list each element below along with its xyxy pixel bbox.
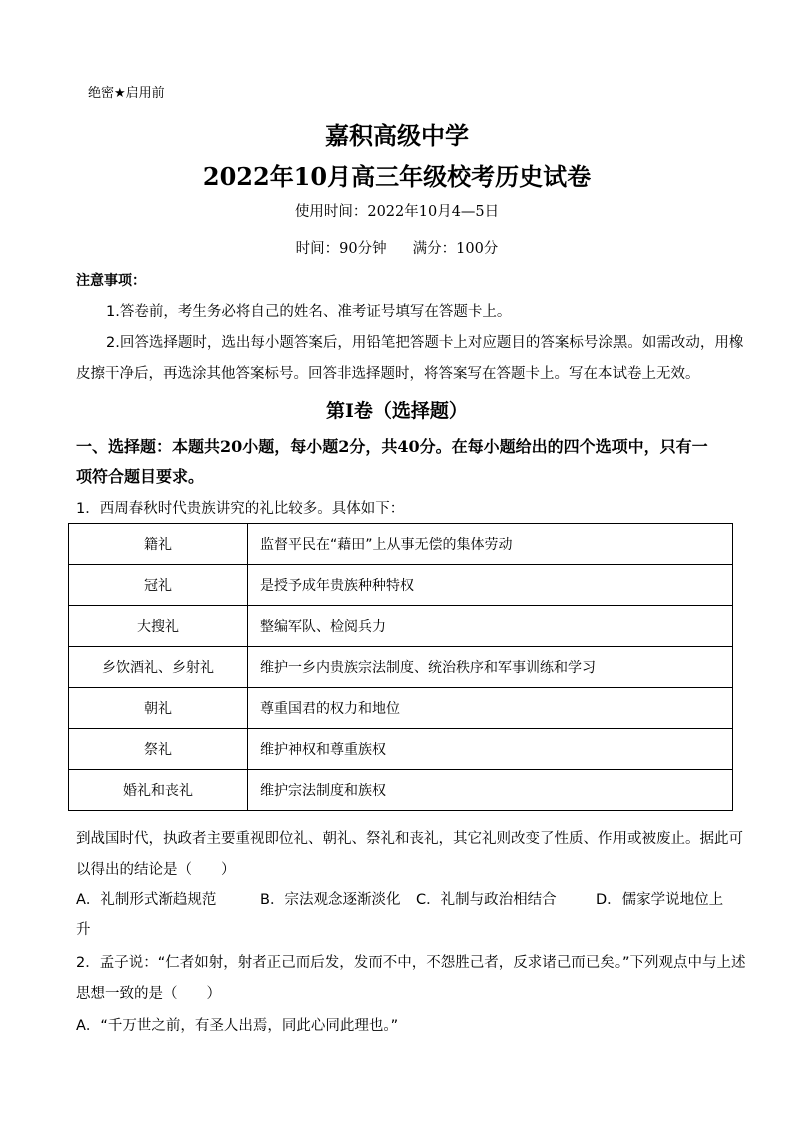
question-2-option-a: A．“千万世之前，有圣人出焉，同此心同此理也。” (76, 1018, 399, 1034)
question-2-line2: 思想一致的是（ ） (76, 986, 221, 1002)
rite-description: 维护神权和尊重族权 (248, 729, 733, 770)
option-a: A．礼制形式渐趋规范 (76, 892, 217, 908)
rite-description: 尊重国君的权力和地位 (248, 688, 733, 729)
use-time: 使用时间：2022年10月4—5日 (294, 204, 500, 220)
table-row (69, 688, 733, 729)
question-1-text-line2: 以得出的结论是（ ） (76, 862, 236, 878)
secret-mark: 绝密★启用前 (88, 86, 165, 101)
rite-description: 维护一乡内贵族宗法制度、统治秩序和军事训练和学习 (248, 647, 733, 688)
duration: 时间：90分钟 (295, 241, 387, 257)
notice-item-2-line1: 2.回答选择题时，选出每小题答案后，用铅笔把答题卡上对应题目的答案标号涂黑。如需改动，用橡 (106, 335, 744, 351)
option-c: C．礼制与政治相结合 (416, 892, 557, 908)
question-1-text-line1: 到战国时代，执政者主要重视即位礼、朝礼、祭礼和丧礼，其它礼则改变了性质、作用或被废止。据此可 (76, 831, 743, 847)
question-1-stem: 1．西周春秋时代贵族讲究的礼比较多。具体如下： (76, 501, 405, 517)
section-instructions-line2: 项符合题目要求。 (76, 467, 205, 486)
notice-heading: 注意事项： (76, 273, 146, 289)
rite-description: 整编军队、检阅兵力 (248, 606, 733, 647)
full-score: 满分：100分 (412, 241, 499, 257)
notice-item-1: 1.答卷前，考生务必将自己的姓名、准考证号填写在答题卡上。 (106, 304, 512, 320)
rite-name: 冠礼 (69, 565, 248, 606)
rite-name: 乡饮酒礼、乡射礼 (69, 647, 248, 688)
rite-name: 婚礼和丧礼 (69, 770, 248, 811)
rite-name: 大搜礼 (69, 606, 248, 647)
rite-name: 籍礼 (69, 524, 248, 565)
part-title: 第Ⅰ卷（选择题） (326, 400, 468, 422)
exam-title: 2022年10月高三年级校考历史试卷 (202, 162, 592, 191)
rite-description: 监督平民在“藉田”上从事无偿的集体劳动 (248, 524, 733, 565)
rites-table (68, 523, 733, 811)
rite-name: 祭礼 (69, 729, 248, 770)
option-d: D．儒家学说地位上 (596, 892, 724, 908)
table-row (69, 647, 733, 688)
section-instructions-line1: 一、选择题：本题共20小题，每小题2分，共40分。在每小题给出的四个选项中，只有一 (76, 437, 708, 456)
table-row (69, 565, 733, 606)
table-row (69, 770, 733, 811)
option-b: B．宗法观念逐渐淡化 (260, 892, 401, 908)
rite-description: 是授予成年贵族种种特权 (248, 565, 733, 606)
option-d-wrap: 升 (76, 922, 91, 938)
school-name: 嘉积高级中学 (325, 121, 469, 150)
question-2-line1: 2．孟子说：“仁者如射，射者正己而后发，发而不中，不怨胜己者，反求诸己而已矣。”下列观点中与上述 (76, 955, 746, 971)
notice-item-2-line2: 皮擦干净后，再选涂其他答案标号。回答非选择题时，将答案写在答题卡上。写在本试卷上无效。 (76, 366, 700, 382)
table-row (69, 729, 733, 770)
table-row (69, 524, 733, 565)
table-row (69, 606, 733, 647)
rite-name: 朝礼 (69, 688, 248, 729)
rite-description: 维护宗法制度和族权 (248, 770, 733, 811)
time-score-line (0, 237, 794, 258)
